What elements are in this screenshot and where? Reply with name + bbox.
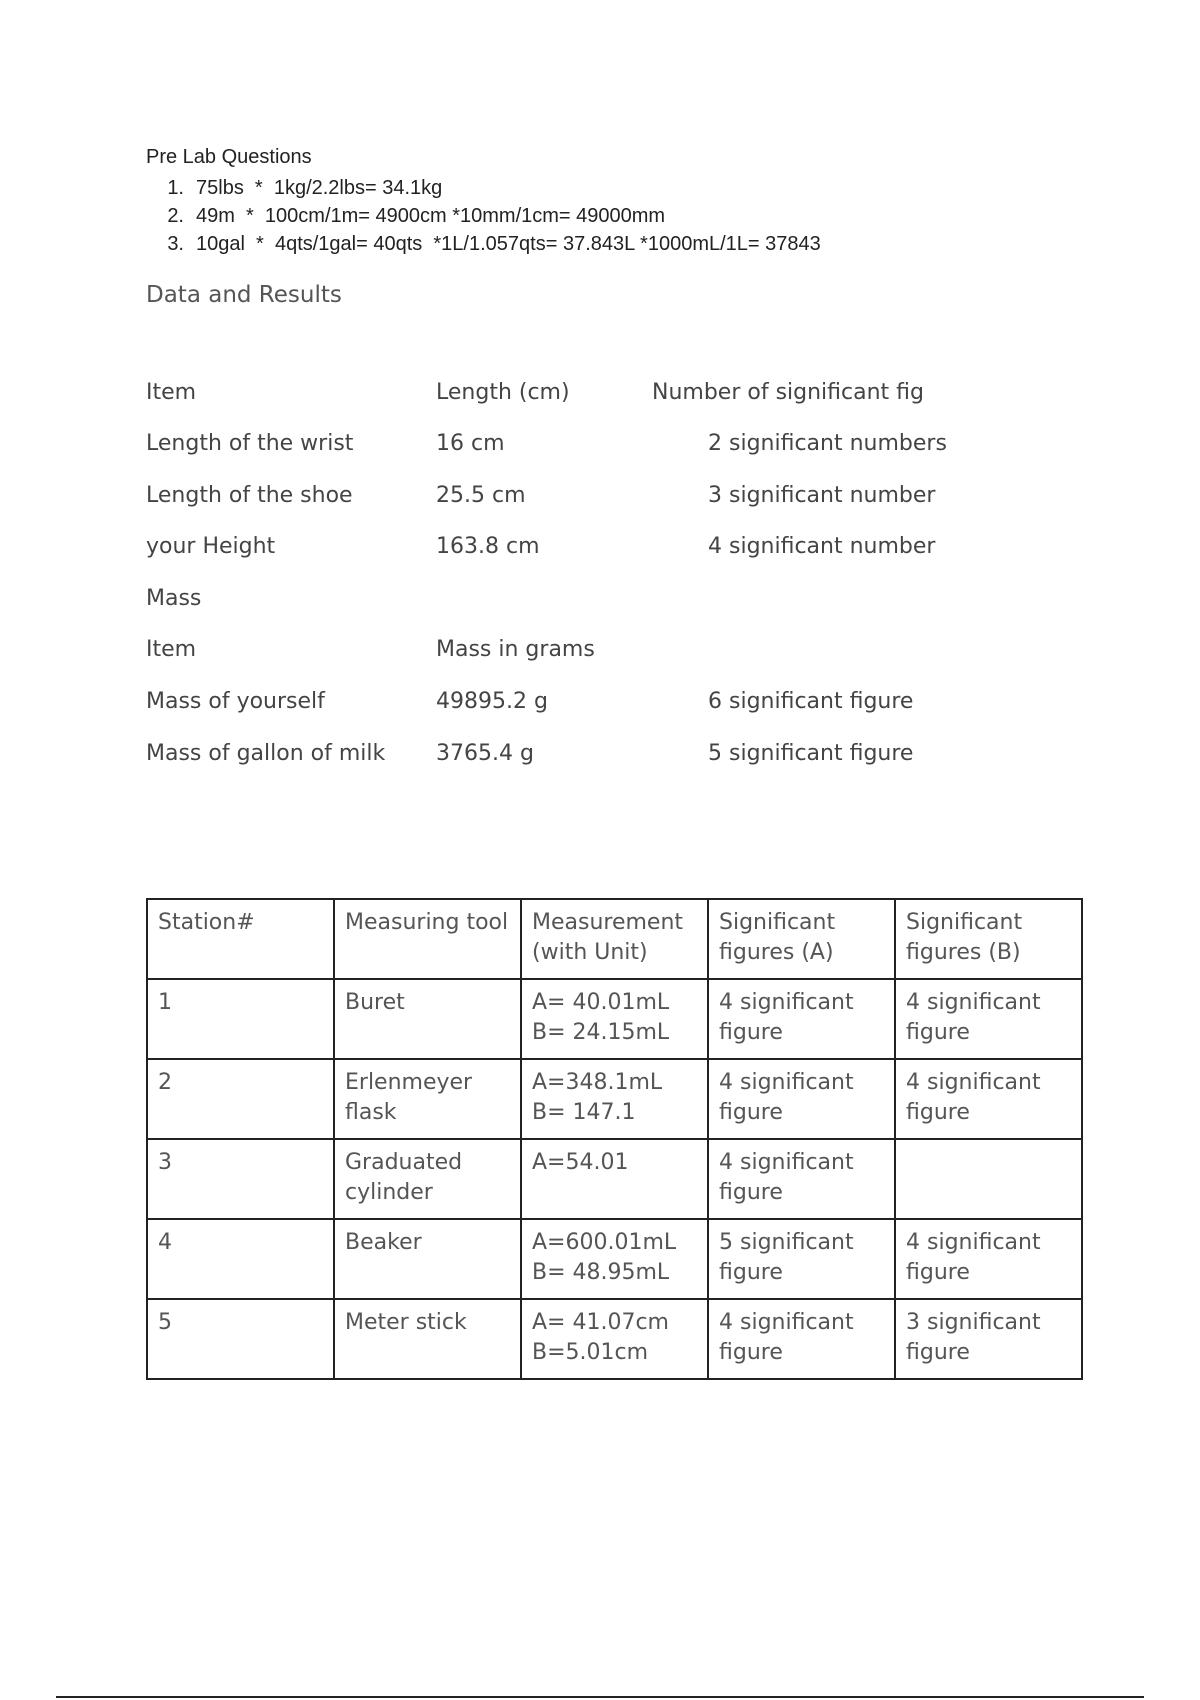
question-number: 2. bbox=[167, 205, 184, 227]
length-row-sig: 3 significant number bbox=[708, 483, 936, 508]
sig-b-cell bbox=[895, 1139, 1082, 1219]
length-row-item: Length of the wrist bbox=[146, 431, 354, 456]
question-text: 49m * 100cm/1m= 4900cm *10mm/1cm= 49000mm bbox=[196, 205, 666, 227]
mass-grams-header: Mass in grams bbox=[436, 637, 595, 662]
measurement-cell: A=348.1mL B= 147.1 bbox=[521, 1059, 708, 1139]
sig-a-cell: 4 significant figure bbox=[708, 1139, 895, 1219]
tool-cell: Meter stick bbox=[334, 1299, 521, 1379]
tool-header: Measuring tool bbox=[334, 899, 521, 979]
prelab-question bbox=[146, 174, 821, 202]
mass-row-item: Mass of yourself bbox=[146, 689, 325, 714]
sig-a-cell: 5 significant figure bbox=[708, 1219, 895, 1299]
measurement-cell: A= 40.01mL B= 24.15mL bbox=[521, 979, 708, 1059]
mass-heading: Mass bbox=[146, 586, 202, 611]
mass-row-value: 3765.4 g bbox=[436, 741, 534, 766]
station-cell: 4 bbox=[147, 1219, 334, 1299]
sig-b-header: Significant figures (B) bbox=[895, 899, 1082, 979]
station-table-header-row bbox=[147, 899, 1082, 979]
length-row-value: 16 cm bbox=[436, 431, 505, 456]
length-row-item: your Height bbox=[146, 534, 276, 559]
prelab-question bbox=[146, 230, 821, 258]
measurement-cell: A=600.01mL B= 48.95mL bbox=[521, 1219, 708, 1299]
length-row-value: 25.5 cm bbox=[436, 483, 526, 508]
data-results-heading: Data and Results bbox=[146, 282, 342, 308]
mass-row-sig: 5 significant figure bbox=[708, 741, 914, 766]
station-table bbox=[146, 898, 1083, 1380]
question-number: 1. bbox=[167, 177, 184, 199]
question-number: 3. bbox=[167, 233, 184, 255]
mass-item-header: Item bbox=[146, 637, 197, 662]
question-text: 10gal * 4qts/1gal= 40qts *1L/1.057qts= 37.843L *1000mL/1L= 37843 bbox=[196, 233, 821, 255]
prelab-question-list bbox=[146, 174, 821, 258]
question-text: 75lbs * 1kg/2.2lbs= 34.1kg bbox=[196, 177, 443, 199]
tool-cell: Graduated cylinder bbox=[334, 1139, 521, 1219]
measurement-cell: A= 41.07cm B=5.01cm bbox=[521, 1299, 708, 1379]
tool-cell: Buret bbox=[334, 979, 521, 1059]
sig-a-cell: 4 significant figure bbox=[708, 1299, 895, 1379]
length-row-item: Length of the shoe bbox=[146, 483, 353, 508]
item-header: Item bbox=[146, 380, 197, 405]
sig-b-cell: 3 significant figure bbox=[895, 1299, 1082, 1379]
sig-a-cell: 4 significant figure bbox=[708, 1059, 895, 1139]
length-row-value: 163.8 cm bbox=[436, 534, 540, 559]
table-row bbox=[147, 979, 1082, 1059]
tool-cell: Beaker bbox=[334, 1219, 521, 1299]
sig-b-cell: 4 significant figure bbox=[895, 979, 1082, 1059]
measurement-header: Measurement (with Unit) bbox=[521, 899, 708, 979]
footer-divider bbox=[56, 1696, 1144, 1698]
measurement-cell: A=54.01 bbox=[521, 1139, 708, 1219]
station-cell: 1 bbox=[147, 979, 334, 1059]
mass-row-sig: 6 significant figure bbox=[708, 689, 914, 714]
sig-a-header: Significant figures (A) bbox=[708, 899, 895, 979]
station-cell: 2 bbox=[147, 1059, 334, 1139]
station-header: Station# bbox=[147, 899, 334, 979]
length-row-sig: 4 significant number bbox=[708, 534, 936, 559]
station-cell: 5 bbox=[147, 1299, 334, 1379]
table-row bbox=[147, 1139, 1082, 1219]
prelab-question bbox=[146, 202, 821, 230]
table-row bbox=[147, 1219, 1082, 1299]
length-row-sig: 2 significant numbers bbox=[708, 431, 947, 456]
sig-fig-header: Number of significant fig bbox=[652, 380, 924, 405]
sig-a-cell: 4 significant figure bbox=[708, 979, 895, 1059]
station-cell: 3 bbox=[147, 1139, 334, 1219]
tool-cell: Erlenmeyer flask bbox=[334, 1059, 521, 1139]
prelab-title: Pre Lab Questions bbox=[146, 146, 312, 168]
table-row bbox=[147, 1299, 1082, 1379]
sig-b-cell: 4 significant figure bbox=[895, 1219, 1082, 1299]
sig-b-cell: 4 significant figure bbox=[895, 1059, 1082, 1139]
length-header: Length (cm) bbox=[436, 380, 570, 405]
mass-row-value: 49895.2 g bbox=[436, 689, 548, 714]
table-row bbox=[147, 1059, 1082, 1139]
mass-row-item: Mass of gallon of milk bbox=[146, 741, 386, 766]
